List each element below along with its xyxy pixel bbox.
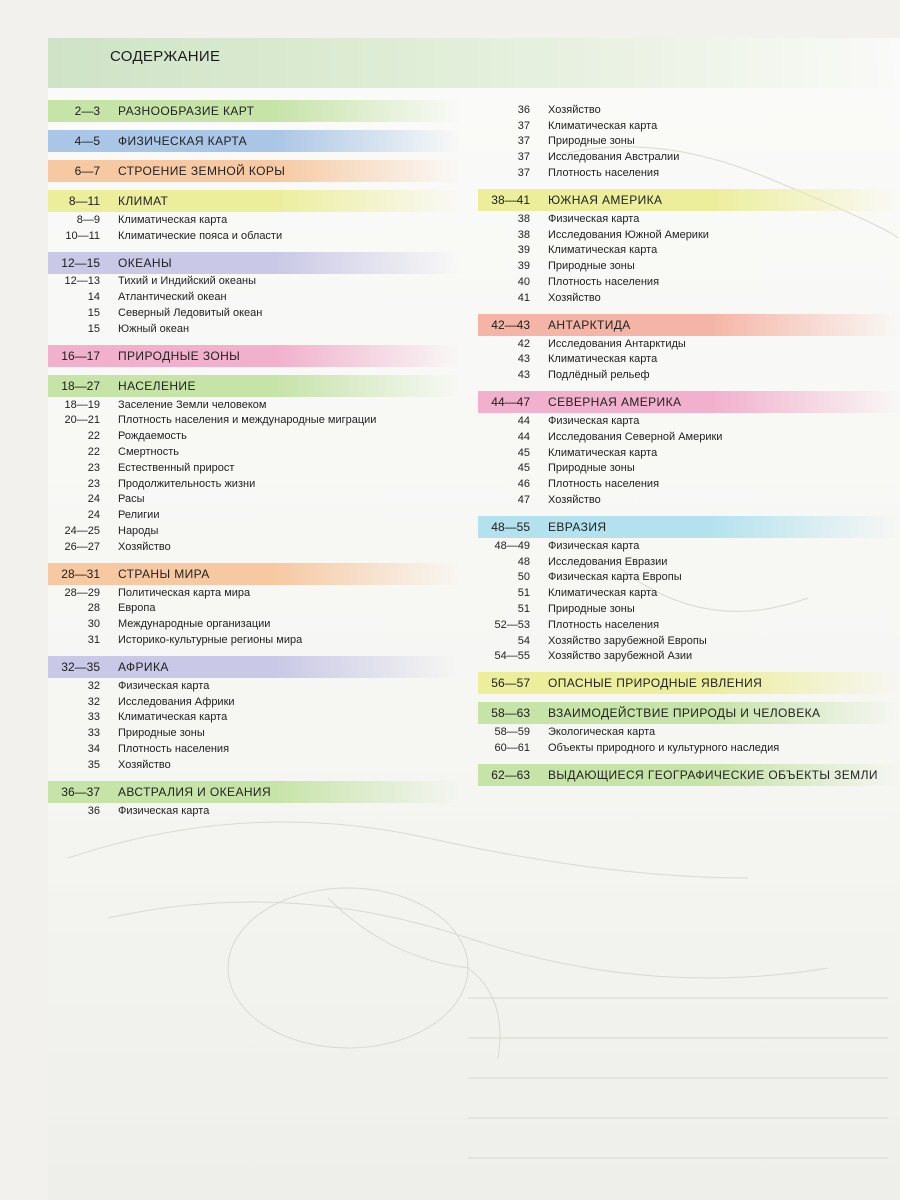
toc-section-header[interactable] — [478, 314, 900, 336]
toc-section — [48, 345, 460, 367]
entry-pages: 10—11 — [65, 229, 100, 242]
entry-title: Физическая карта — [548, 415, 640, 428]
toc-section-header[interactable] — [48, 345, 460, 367]
toc-entry[interactable] — [478, 492, 900, 508]
entry-title: Естественный прирост — [118, 461, 235, 474]
entry-pages: 40 — [517, 276, 530, 289]
entry-pages: 26—27 — [64, 540, 100, 553]
toc-entry[interactable] — [478, 724, 900, 740]
entry-title: Плотность населения — [118, 743, 230, 756]
entry-title: Физическая карта — [548, 539, 640, 552]
toc-section — [48, 190, 460, 244]
entry-title: Природные зоны — [548, 135, 635, 148]
entry-pages: 32 — [87, 679, 100, 692]
section-pages: 4—5 — [74, 134, 100, 148]
entry-title: Хозяйство — [548, 103, 601, 116]
entry-pages: 43 — [517, 353, 530, 366]
section-title: ЮЖНАЯ АМЕРИКА — [548, 192, 663, 207]
entry-title: Физическая карта — [548, 212, 640, 225]
toc-section-header[interactable] — [478, 672, 900, 694]
entry-pages: 42 — [517, 337, 530, 350]
toc-entry[interactable] — [48, 710, 460, 726]
section-title: СТРАНЫ МИРА — [118, 566, 210, 581]
section-pages: 48—55 — [491, 519, 530, 534]
toc-section — [48, 100, 460, 122]
toc-section — [48, 160, 460, 182]
toc-section-header[interactable] — [48, 130, 460, 152]
entry-pages: 33 — [87, 711, 100, 724]
entry-pages: 44 — [517, 430, 530, 443]
section-title: АНТАРКТИДА — [548, 317, 631, 332]
toc-section-header[interactable] — [48, 100, 460, 122]
toc-entry[interactable] — [48, 507, 460, 523]
entry-pages: 60—61 — [494, 742, 530, 754]
entry-title: Подлёдный рельеф — [548, 369, 650, 382]
section-title: РАЗНООБРАЗИЕ КАРТ — [118, 104, 255, 118]
section-pages: 18—27 — [61, 378, 100, 393]
toc-entry[interactable] — [48, 212, 460, 228]
entry-pages: 52—53 — [494, 618, 530, 631]
entry-title: Плотность населения — [548, 478, 660, 491]
entry-pages: 39 — [517, 260, 530, 273]
toc-entry[interactable] — [48, 757, 460, 773]
toc-entry[interactable] — [48, 413, 460, 429]
entry-pages: 39 — [517, 244, 530, 257]
toc-section — [48, 656, 460, 773]
section-pages: 8—11 — [68, 194, 100, 208]
toc-entry[interactable] — [48, 632, 460, 648]
entry-title: Исследования Северной Америки — [548, 430, 723, 443]
entry-title: Плотность населения — [548, 618, 660, 631]
section-pages: 28—31 — [61, 566, 100, 581]
section-pages: 12—15 — [61, 255, 100, 270]
section-pages: 36—37 — [61, 784, 100, 799]
entry-title: Природные зоны — [548, 260, 635, 273]
entry-title: Климатическая карта — [118, 711, 228, 724]
entry-title: Объекты природного и культурного наследия — [548, 742, 780, 754]
entry-title: Хозяйство — [118, 540, 171, 553]
toc-section — [478, 764, 900, 786]
toc-section-header[interactable] — [478, 189, 900, 211]
entry-pages: 45 — [517, 446, 530, 459]
entry-pages: 15 — [87, 307, 100, 320]
section-title: КЛИМАТ — [118, 194, 169, 208]
entry-title: Международные организации — [118, 618, 271, 631]
entry-title: Исследования Южной Америки — [548, 228, 709, 241]
entry-title: Атлантический океан — [118, 291, 227, 304]
entry-title: Северный Ледовитый океан — [118, 307, 263, 320]
toc-entry[interactable] — [48, 460, 460, 476]
section-title: НАСЕЛЕНИЕ — [118, 378, 196, 393]
entry-title: Экологическая карта — [548, 726, 656, 739]
toc-section — [478, 516, 900, 664]
entry-title: Природные зоны — [118, 727, 205, 740]
entry-title: Политическая карта мира — [118, 586, 251, 599]
toc-entry[interactable] — [478, 134, 900, 150]
entry-title: Физическая карта — [118, 804, 210, 817]
entry-title: Плотность населения и международные миграции — [118, 414, 377, 427]
entry-pages: 46 — [517, 478, 530, 491]
entry-title: Расы — [118, 493, 145, 506]
contents-column-right — [478, 102, 900, 794]
entry-pages: 30 — [87, 618, 100, 631]
toc-entry[interactable] — [48, 539, 460, 555]
entry-pages: 44 — [517, 415, 530, 428]
toc-section-header[interactable] — [478, 516, 900, 538]
toc-entry[interactable] — [478, 227, 900, 243]
entry-pages: 24—25 — [64, 525, 100, 538]
entry-pages: 36 — [87, 804, 100, 817]
toc-entry[interactable] — [478, 570, 900, 586]
entry-title: Хозяйство зарубежной Европы — [548, 634, 707, 647]
entry-title: Исследования Африки — [118, 695, 235, 708]
entry-title: Климатические пояса и области — [118, 229, 283, 242]
toc-entry[interactable] — [48, 492, 460, 508]
toc-entry[interactable] — [48, 585, 460, 601]
entry-title: Религии — [118, 509, 160, 522]
entry-title: Климатическая карта — [548, 587, 658, 600]
entry-pages: 22 — [87, 430, 100, 443]
toc-entry[interactable] — [478, 585, 900, 601]
toc-entry[interactable] — [478, 165, 900, 181]
entry-pages: 50 — [517, 571, 530, 584]
toc-section-header[interactable] — [48, 656, 460, 678]
entry-title: Народы — [118, 525, 159, 538]
toc-section — [478, 702, 900, 756]
entry-title: Физическая карта Европы — [548, 571, 682, 584]
toc-entry[interactable] — [478, 740, 900, 756]
header-bar — [48, 38, 900, 88]
entry-title: Заселение Земли человеком — [118, 398, 267, 411]
toc-entry[interactable] — [478, 367, 900, 383]
section-pages: 44—47 — [491, 395, 530, 410]
entry-pages: 45 — [517, 462, 530, 475]
toc-entry[interactable] — [48, 601, 460, 617]
toc-entry[interactable] — [48, 397, 460, 413]
entry-pages: 37 — [517, 119, 530, 132]
entry-title: Плотность населения — [548, 167, 660, 180]
toc-entry[interactable] — [478, 290, 900, 306]
entry-pages: 37 — [517, 135, 530, 148]
toc-entry[interactable] — [478, 352, 900, 368]
toc-entry[interactable] — [478, 149, 900, 165]
entry-pages: 23 — [87, 477, 100, 490]
toc-section — [48, 375, 460, 555]
section-title: ОКЕАНЫ — [118, 255, 173, 270]
toc-section-header[interactable] — [48, 781, 460, 803]
entry-title: Исследования Антарктиды — [548, 337, 686, 350]
contents-column-left — [48, 100, 460, 827]
entry-pages: 15 — [87, 322, 100, 335]
entry-title: Продолжительность жизни — [118, 477, 256, 490]
toc-entry[interactable] — [48, 228, 460, 244]
entry-title: Смертность — [118, 446, 179, 459]
entry-pages: 41 — [517, 291, 530, 304]
section-title: ОПАСНЫЕ ПРИРОДНЫЕ ЯВЛЕНИЯ — [548, 676, 763, 691]
entry-pages: 43 — [517, 369, 530, 382]
toc-section — [48, 130, 460, 152]
entry-pages: 34 — [87, 743, 100, 756]
entry-title: Историко-культурные регионы мира — [118, 634, 303, 647]
toc-entry[interactable] — [478, 461, 900, 477]
entry-title: Природные зоны — [548, 462, 635, 475]
section-pages: 62—63 — [491, 767, 530, 782]
toc-section — [478, 672, 900, 694]
entry-title: Природные зоны — [548, 603, 635, 616]
entry-pages: 14 — [87, 291, 100, 304]
entry-pages: 38 — [517, 212, 530, 225]
toc-entry[interactable] — [48, 741, 460, 757]
toc-entry[interactable] — [478, 649, 900, 665]
toc-entry[interactable] — [478, 211, 900, 227]
toc-section — [48, 252, 460, 337]
entry-pages: 18—19 — [64, 398, 100, 411]
entry-pages: 51 — [517, 603, 530, 616]
section-pages: 56—57 — [491, 676, 530, 691]
toc-entry[interactable] — [478, 243, 900, 259]
entry-title: Климатическая карта — [118, 213, 228, 226]
section-pages: 16—17 — [61, 348, 100, 363]
toc-section — [478, 391, 900, 508]
toc-section-header[interactable] — [48, 190, 460, 212]
entry-title: Тихий и Индийский океаны — [118, 275, 257, 288]
contents-page — [48, 38, 900, 1200]
entry-title: Физическая карта — [118, 679, 210, 692]
entry-pages: 31 — [87, 634, 100, 647]
entry-title: Хозяйство — [548, 494, 601, 507]
section-title: ВЫДАЮЩИЕСЯ ГЕОГРАФИЧЕСКИЕ ОБЪЕКТЫ ЗЕМЛИ — [548, 767, 878, 782]
entry-title: Исследования Евразии — [548, 555, 668, 568]
toc-section-header[interactable] — [478, 764, 900, 786]
entry-pages: 38 — [517, 228, 530, 241]
toc-entry[interactable] — [48, 274, 460, 290]
entry-pages: 12—13 — [64, 275, 100, 288]
entry-pages: 54—55 — [494, 650, 530, 663]
toc-entry[interactable] — [478, 554, 900, 570]
toc-entry[interactable] — [48, 321, 460, 337]
section-title: ВЗАИМОДЕЙСТВИЕ ПРИРОДЫ И ЧЕЛОВЕКА — [548, 706, 821, 721]
entry-pages: 33 — [87, 727, 100, 740]
toc-section — [48, 563, 460, 648]
section-pages: 38—41 — [491, 192, 530, 207]
toc-entry[interactable] — [48, 803, 460, 819]
entry-title: Хозяйство — [548, 291, 601, 304]
toc-entry[interactable] — [48, 444, 460, 460]
entry-pages: 22 — [87, 446, 100, 459]
section-title: ПРИРОДНЫЕ ЗОНЫ — [118, 348, 241, 363]
toc-section — [48, 781, 460, 819]
entry-pages: 28 — [87, 602, 100, 615]
entry-title: Климатическая карта — [548, 353, 658, 366]
entry-title: Хозяйство зарубежной Азии — [548, 650, 693, 663]
toc-section — [478, 189, 900, 306]
entry-pages: 48 — [517, 555, 530, 568]
toc-entry[interactable] — [478, 274, 900, 290]
toc-section-header[interactable] — [48, 375, 460, 397]
entry-title: Плотность населения — [548, 276, 660, 289]
toc-entry[interactable] — [478, 538, 900, 554]
section-title: ЕВРАЗИЯ — [548, 519, 607, 534]
entry-pages: 47 — [517, 494, 530, 507]
entry-pages: 37 — [517, 151, 530, 164]
section-title: АФРИКА — [118, 659, 169, 674]
toc-entry[interactable] — [48, 694, 460, 710]
entry-pages: 48—49 — [494, 539, 530, 552]
entry-pages: 54 — [517, 634, 530, 647]
section-title: СЕВЕРНАЯ АМЕРИКА — [548, 395, 682, 410]
entry-pages: 37 — [517, 167, 530, 180]
entry-title: Климатическая карта — [548, 119, 658, 132]
toc-entry[interactable] — [48, 725, 460, 741]
toc-entry[interactable] — [478, 429, 900, 445]
entry-pages: 58—59 — [494, 726, 530, 739]
toc-section-header[interactable] — [478, 391, 900, 413]
toc-entry[interactable] — [478, 601, 900, 617]
section-pages: 6—7 — [74, 164, 100, 178]
toc-entry[interactable] — [478, 118, 900, 134]
section-pages: 42—43 — [491, 317, 530, 332]
entry-pages: 51 — [517, 587, 530, 600]
toc-entry[interactable] — [48, 523, 460, 539]
toc-entry[interactable] — [48, 428, 460, 444]
toc-entry[interactable] — [48, 678, 460, 694]
section-pages: 2—3 — [74, 104, 100, 118]
entry-pages: 32 — [87, 695, 100, 708]
entry-title: Европа — [118, 602, 156, 615]
entry-title: Южный океан — [118, 322, 190, 335]
entry-title: Рождаемость — [118, 430, 187, 443]
toc-entry[interactable] — [478, 102, 900, 118]
toc-entry[interactable] — [478, 258, 900, 274]
entry-pages: 36 — [517, 103, 530, 116]
section-title: ФИЗИЧЕСКАЯ КАРТА — [118, 134, 248, 148]
toc-entry[interactable] — [478, 445, 900, 461]
entry-pages: 23 — [87, 461, 100, 474]
page-title: СОДЕРЖАНИЕ — [110, 48, 221, 65]
entry-pages: 35 — [87, 758, 100, 771]
toc-section — [478, 314, 900, 383]
entry-title: Климатическая карта — [548, 244, 658, 257]
section-pages: 32—35 — [61, 659, 100, 674]
entry-pages: 20—21 — [64, 414, 100, 427]
toc-section-header[interactable] — [48, 160, 460, 182]
entry-title: Климатическая карта — [548, 446, 658, 459]
toc-section-header[interactable] — [48, 252, 460, 274]
section-title: СТРОЕНИЕ ЗЕМНОЙ КОРЫ — [118, 164, 286, 178]
toc-entry[interactable] — [478, 476, 900, 492]
toc-entry[interactable] — [478, 633, 900, 649]
toc-section-header[interactable] — [48, 563, 460, 585]
entry-pages: 8—9 — [76, 213, 100, 226]
entry-title: Хозяйство — [118, 758, 171, 771]
toc-section-header[interactable] — [478, 702, 900, 724]
section-title: АВСТРАЛИЯ И ОКЕАНИЯ — [118, 784, 272, 799]
toc-entry[interactable] — [48, 305, 460, 321]
toc-entry[interactable] — [478, 617, 900, 633]
entry-pages: 24 — [87, 493, 100, 506]
section-pages: 58—63 — [491, 706, 530, 721]
toc-entry[interactable] — [48, 289, 460, 305]
entry-pages: 28—29 — [64, 586, 100, 599]
toc-entry[interactable] — [48, 616, 460, 632]
toc-section — [478, 102, 900, 181]
toc-entry[interactable] — [478, 413, 900, 429]
entry-title: Исследования Австралии — [548, 151, 680, 164]
toc-entry[interactable] — [478, 336, 900, 352]
entry-pages: 24 — [87, 509, 100, 522]
toc-entry[interactable] — [48, 476, 460, 492]
